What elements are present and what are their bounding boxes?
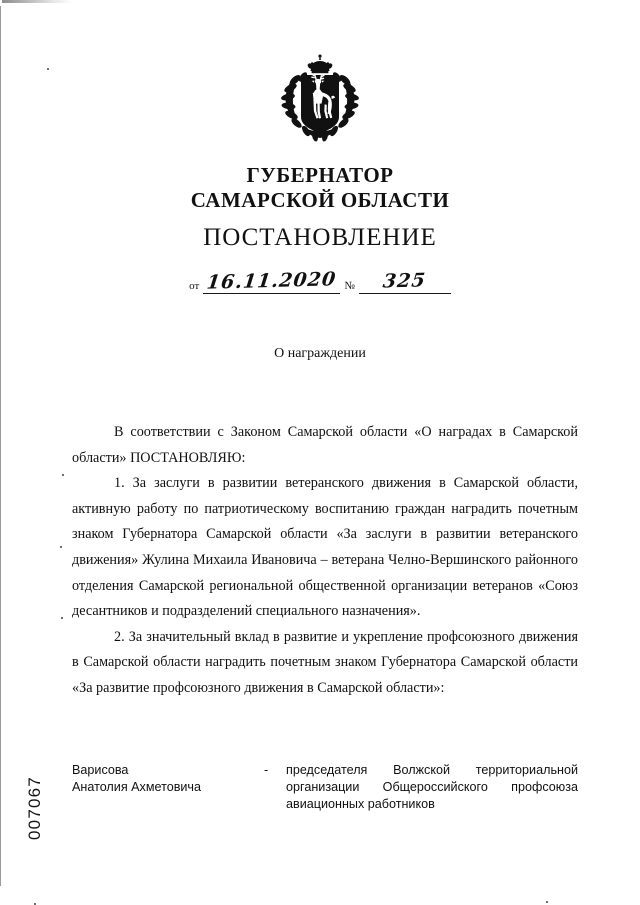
- registration-number-value: 007067: [25, 776, 44, 840]
- date-value: 16.11.2020: [205, 268, 338, 294]
- scan-speck: [546, 901, 548, 903]
- scan-top-artifact: [2, 0, 72, 3]
- scan-speck: [47, 68, 49, 70]
- registration-number-stamp: [18, 758, 52, 858]
- date-and-number-line: [0, 270, 640, 294]
- scan-speck: [61, 617, 63, 619]
- date-label: от: [189, 280, 200, 292]
- recipient-role: председателя Волжской территориальной организации Общероссийского профсоюза авиационных работников: [286, 763, 578, 811]
- recipient-given-name: Анатолия Ахметовича: [72, 780, 201, 794]
- number-value: 325: [382, 269, 428, 293]
- recipient-surname: Варисова: [72, 763, 129, 777]
- recipient-name: [72, 762, 264, 796]
- recipient-dash: -: [264, 763, 269, 777]
- scan-speck: [60, 546, 62, 548]
- scan-speck: [62, 474, 64, 476]
- recipient-row: [72, 762, 578, 813]
- body-paragraph-preamble: В соответствии с Законом Самарской области «О наградах в Самарской области» ПОСТАНОВЛЯЮ:: [72, 424, 578, 466]
- document-subject: О награждении: [274, 346, 366, 361]
- org-title-line-2: САМАРСКОЙ ОБЛАСТИ: [190, 188, 450, 212]
- scan-edge-artifact: [0, 6, 1, 886]
- number-field: [359, 270, 451, 294]
- org-title-line-1: ГУБЕРНАТОР: [246, 163, 394, 187]
- document-body: [72, 420, 578, 702]
- number-label: №: [344, 280, 355, 292]
- samara-oblast-coat-of-arms-icon: [268, 52, 372, 156]
- body-paragraph-item-1: 1. За заслуги в развитии ветеранского движения в Самарской области, активную работу по патриотическому воспитанию граждан наградить почетным знаком Губернатора Самарской области «За заслуги в развитии ветеранского движения» Жулина Михаила Ивановича – ветерана Челно-Вершинского районного отделения Самарской региональной общественной организации ветеранов «Союз десантников и подразделений специального назначения».: [72, 475, 578, 620]
- organization-title: [0, 163, 640, 213]
- body-paragraph-item-2: 2. За значительный вклад в развитие и укрепление профсоюзного движения в Самарской области наградить почетным знаком Губернатора Самарской области «За развитие профсоюзного движения в Самарской области»:: [72, 628, 578, 696]
- date-field: [203, 270, 340, 294]
- recipient-list: [72, 762, 578, 813]
- document-type-heading: ПОСТАНОВЛЕНИЕ: [203, 224, 437, 251]
